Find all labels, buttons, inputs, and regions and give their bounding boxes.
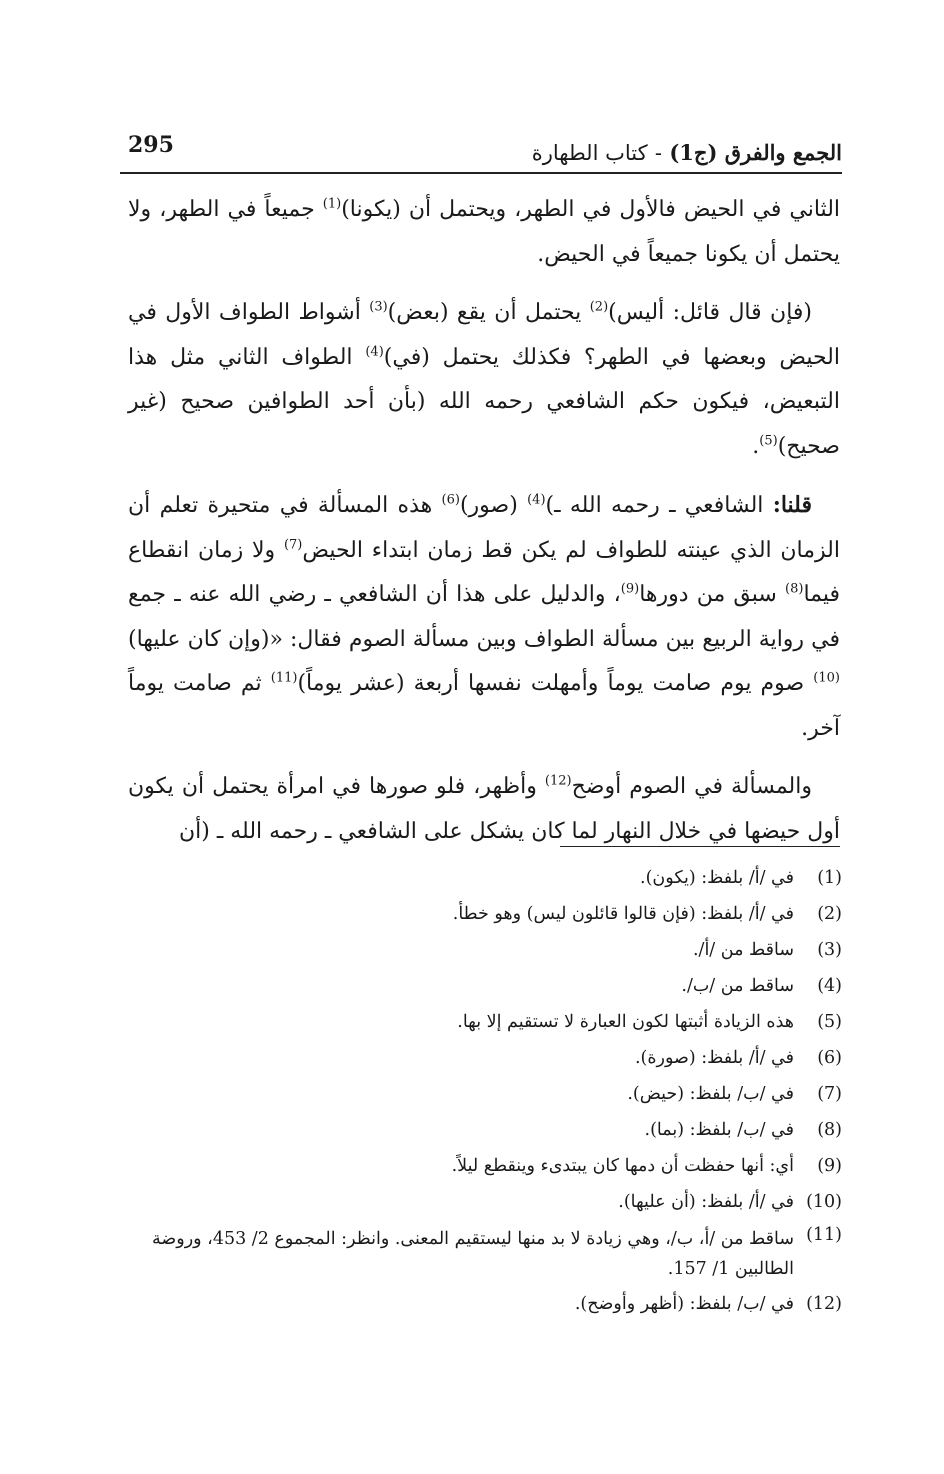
footnote-number: (10) <box>806 1192 842 1212</box>
footnote-12 <box>100 1286 842 1322</box>
footnote-5 <box>100 1004 842 1040</box>
footnote-ref: (11) <box>270 670 298 686</box>
text-run: الثاني في الحيض فالأول في الطهر، ويحتمل أن (يكونا) <box>341 197 841 222</box>
footnote-6 <box>100 1040 842 1076</box>
footnote-text: في /ب/ بلفظ: (بما). <box>644 1120 794 1140</box>
footnote-number: (6) <box>817 1048 842 1068</box>
footnote-text: في /أ/ بلفظ: (يكون). <box>640 868 794 888</box>
footnote-2 <box>100 896 842 932</box>
footnote-ref: (4) <box>527 492 546 508</box>
paragraph-lead: قلنا: <box>772 492 812 518</box>
text-run: يحتمل أن يقع (بعض) <box>387 300 590 325</box>
text-run: ، والدليل على هذا أن الشافعي ـ رضي الله عنه ـ جمع في رواية الربيع بين مسألة الطواف وبين مسألة الصوم فقال: «(وإن كان عليها) <box>128 582 840 652</box>
paragraph-2 <box>128 291 840 469</box>
footnote-ref: (1) <box>322 196 342 212</box>
footnote-text: ساقط من /أ، ب/، وهي زيادة لا بد منها ليستقيم المعنى. وانظر: المجموع 2/ 453، وروضة الطالبين 1/ 157. <box>152 1229 794 1279</box>
footnote-number: (8) <box>817 1120 842 1140</box>
running-title: الجمع والفرق (ج1) <box>669 140 842 165</box>
footnote-text: في /ب/ بلفظ: (أظهر وأوضح). <box>574 1294 794 1314</box>
footnote-ref: (7) <box>283 537 303 553</box>
text-run: الشافعي ـ رحمه الله ـ) <box>545 493 773 518</box>
footnote-8 <box>100 1112 842 1148</box>
footnote-ref: (3) <box>369 299 388 315</box>
footnote-number: (11) <box>806 1225 842 1245</box>
footnote-ref: (9) <box>620 581 640 597</box>
footnotes <box>100 860 842 1322</box>
footnote-10 <box>100 1184 842 1220</box>
footnote-divider <box>560 846 840 847</box>
text-run: جميعاً في الطهر، ولا يحتمل أن يكونا جميعاً في الحيض. <box>128 197 840 267</box>
footnote-text: في /ب/ بلفظ: (حيض). <box>627 1084 794 1104</box>
footnote-text: في /أ/ بلفظ: (أن عليها). <box>618 1192 794 1212</box>
footnote-7 <box>100 1076 842 1112</box>
footnote-text: هذه الزيادة أثبتها لكون العبارة لا تستقيم إلا بها. <box>457 1012 794 1032</box>
paragraph-3 <box>128 483 840 751</box>
text-run: هذه المسألة في متحيرة تعلم أن الزمان الذي عينته للطواف لم يكن قط زمان ابتداء الحيض <box>128 493 840 563</box>
footnote-text: ساقط من /ب/. <box>681 976 794 996</box>
footnote-number: (2) <box>817 904 842 924</box>
text-run: ثم صامت يوماً آخر. <box>128 671 840 741</box>
footnote-ref: (10) <box>813 670 840 686</box>
text-run: ولا زمان انقطاع فيما <box>128 537 841 607</box>
running-header <box>532 140 842 165</box>
text-run: . <box>752 433 760 459</box>
footnote-number: (7) <box>817 1084 842 1104</box>
text-run: والمسألة في الصوم أوضح <box>571 774 812 799</box>
paragraph-4 <box>128 765 840 854</box>
footnote-3 <box>100 932 842 968</box>
footnote-ref: (6) <box>441 492 460 508</box>
footnote-9 <box>100 1148 842 1184</box>
text-run: (فإن قال قائل: أليس) <box>608 300 812 325</box>
footnote-ref: (5) <box>759 433 778 449</box>
footnote-4 <box>100 968 842 1004</box>
text-run: الطواف الثاني مثل هذا التبعيض، فيكون حكم الشافعي رحمه الله (بأن أحد الطوافين صحيح (غير صحيح) <box>128 344 840 459</box>
text-run: سبق من دورها <box>639 582 785 607</box>
footnote-ref: (12) <box>544 773 572 789</box>
text-run: صوم يوم صامت يوماً وأمهلت نفسها أربعة (عشر يوماً) <box>297 671 814 696</box>
page-number: 295 <box>128 132 174 158</box>
footnote-ref: (8) <box>785 581 804 597</box>
main-text <box>128 188 840 854</box>
footnote-number: (9) <box>817 1156 842 1176</box>
footnote-text: ساقط من /أ/. <box>692 940 794 960</box>
footnote-1 <box>100 860 842 896</box>
footnote-number: (5) <box>817 1012 842 1032</box>
footnote-ref: (2) <box>589 299 609 315</box>
paragraph-1 <box>128 188 840 277</box>
header-section: كتاب الطهارة <box>531 141 648 165</box>
header-separator: - <box>654 141 663 165</box>
page-header <box>120 128 842 174</box>
footnote-text: أي: أنها حفظت أن دمها كان يبتدىء وينقطع ليلاً. <box>451 1156 794 1176</box>
footnote-11 <box>100 1220 842 1286</box>
footnote-ref: (4) <box>365 344 384 360</box>
text-run: وأظهر، فلو صورها في امرأة يحتمل أن يكون أول حيضها في خلال النهار لما كان يشكل على الشافعي ـ رحمه الله ـ (أن <box>128 774 840 844</box>
footnote-text: في /أ/ بلفظ: (صورة). <box>634 1048 794 1068</box>
footnote-number: (4) <box>817 976 842 996</box>
footnote-number: (3) <box>817 940 842 960</box>
footnote-number: (12) <box>806 1294 842 1314</box>
text-run: أشواط الطواف الأول في الحيض وبعضها في الطهر؟ فكذلك يحتمل (في) <box>128 300 840 370</box>
text-run: (صور) <box>459 493 528 518</box>
footnote-text: في /أ/ بلفظ: (فإن قالوا قائلون ليس) وهو خطأ. <box>452 904 794 924</box>
footnote-number: (1) <box>817 868 842 888</box>
